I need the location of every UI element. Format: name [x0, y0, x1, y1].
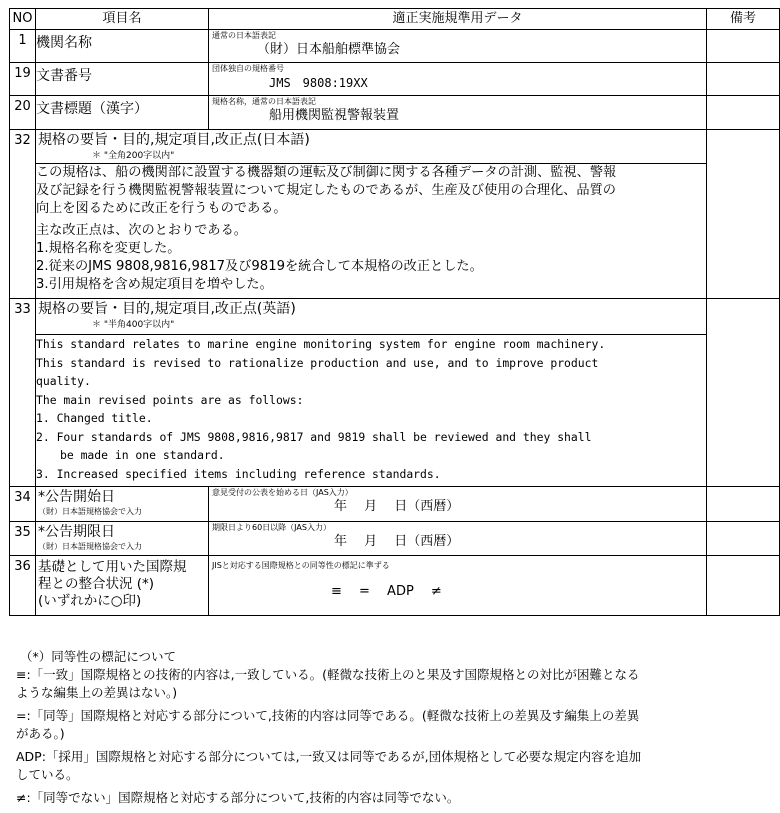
row-item-label: 規格の要旨・目的,規定項目,改正点(英語)	[38, 301, 296, 317]
english-summary	[36, 335, 707, 487]
row-no: 33	[10, 299, 36, 487]
row-no: 34	[10, 487, 36, 522]
summary-line: 3.引用規格を含め規定項目を増やした。	[36, 277, 273, 292]
row-1	[10, 30, 780, 63]
row-note: 意見受付の公表を始める日（JAS入力）	[212, 488, 353, 497]
row-value: 年 月 日（西暦）	[334, 534, 460, 549]
row-34	[10, 487, 780, 522]
summary-line: be made in one standard.	[60, 448, 225, 462]
row-19	[10, 63, 780, 96]
row-item: 文書標題（漢字）	[36, 96, 209, 130]
row-33-body	[10, 335, 780, 487]
row-note: 規格名称，通常の日本語表記	[212, 97, 316, 106]
row-note: 期限日より60日以降（JAS入力）	[212, 523, 331, 532]
row-item-sub: ＊ "全角200字以内"	[92, 151, 175, 161]
row-item	[36, 130, 707, 164]
summary-line: 3. Increased specified items including reference standards.	[36, 466, 441, 481]
note-line: ような編集上の差異はない。)	[16, 685, 178, 700]
row-item-sub: （財）日本語規格協会で入力	[38, 542, 142, 551]
summary-line: This standard relates to marine engine monitoring system for engine room machinery.	[36, 337, 606, 351]
note-line: ADP:「採用」国際規格と対応する部分については,一致又は同等であるが,団体規格として必要な規定内容を追加	[16, 749, 642, 764]
form-table	[9, 8, 780, 616]
row-item-label: 規格の要旨・目的,規定項目,改正点(日本語)	[38, 132, 310, 148]
notes-title: （*）同等性の標記について	[20, 649, 177, 664]
row-value: ≡ = ADP ≠	[331, 584, 442, 599]
row-item	[36, 299, 707, 335]
summary-line: この規格は、船の機関部に設置する機器類の運転及び制御に関する各種データの計測、監視、警報	[36, 165, 617, 180]
row-item-line: 基礎として用いた国際規	[38, 559, 187, 575]
row-32-body	[10, 164, 780, 299]
summary-line: 2.従来のJMS 9808,9816,9817及び9819を統合して本規格の改正とした。	[36, 259, 483, 274]
row-value: 船用機関監視警報装置	[269, 108, 400, 123]
row-no: 35	[10, 522, 36, 556]
row-item: 機関名称	[36, 30, 209, 63]
row-remarks	[707, 299, 780, 487]
note-line: している。	[16, 767, 79, 782]
row-no: 1	[10, 30, 36, 63]
row-value: （財）日本船舶標準協会	[257, 42, 401, 57]
row-data	[209, 96, 707, 130]
row-item-label: *公告開始日	[38, 489, 115, 505]
row-36	[10, 556, 780, 616]
row-remarks	[707, 30, 780, 63]
row-remarks	[707, 556, 780, 616]
row-item-label: *公告期限日	[38, 524, 115, 540]
row-item	[36, 556, 209, 616]
note-line: =:「同等」国際規格と対応する部分について,技術的内容は同等である。(軽微な技術上の差異及す編集上の差異	[16, 708, 640, 723]
summary-line: 及び記録を行う機関監視警報装置について規定したものであるが、生産及び使用の合理化、品質の	[36, 183, 616, 198]
row-33-header	[10, 299, 780, 335]
summary-line: quality.	[36, 374, 91, 388]
row-note: 団体独自の規格番号	[212, 64, 284, 73]
row-value: 年 月 日（西暦）	[334, 499, 460, 514]
note-line: ≡:「一致」国際規格との技術的内容は,一致している。(軽微な技術上のと果及す国際規格との対比が困難となる	[16, 667, 640, 682]
equivalence-notes	[16, 648, 776, 807]
row-item-line: (いずれかに○印)	[38, 593, 142, 609]
row-item	[36, 487, 209, 522]
row-no: 32	[10, 130, 36, 299]
row-item-sub: ＊ "半角400字以内"	[92, 320, 175, 330]
row-data	[209, 522, 707, 556]
header-remarks: 備考	[707, 9, 780, 30]
summary-line: 1.規格名称を変更した。	[36, 241, 181, 256]
row-remarks	[707, 96, 780, 130]
header-item: 項目名	[36, 9, 209, 30]
row-no: 36	[10, 556, 36, 616]
summary-line: This standard is revised to rationalize production and use, and to improve product	[36, 355, 599, 370]
note-line: ≠:「同等でない」国際規格と対応する部分について,技術的内容は同等でない。	[16, 790, 460, 805]
header-data: 適正実施規準用データ	[209, 9, 707, 30]
summary-line: 主な改正点は、次のとおりである。	[36, 223, 247, 238]
row-value: JMS 9808:19XX	[269, 76, 368, 90]
row-32-header	[10, 130, 780, 164]
header-row	[10, 9, 780, 30]
header-no: NO	[10, 9, 36, 30]
row-no: 19	[10, 63, 36, 96]
summary-line: The main revised points are as follows:	[36, 392, 304, 407]
row-data	[209, 556, 707, 616]
row-data	[209, 63, 707, 96]
note-line: がある。)	[16, 726, 65, 741]
row-35	[10, 522, 780, 556]
row-note: JISと対応する国際規格との同等性の標記に準ずる	[212, 561, 390, 570]
row-item: 文書番号	[36, 63, 209, 96]
row-item-line: 程との整合状況 (*)	[38, 576, 155, 592]
row-remarks	[707, 130, 780, 299]
row-item	[36, 522, 209, 556]
row-remarks	[707, 487, 780, 522]
row-item-sub: （財）日本語規格協会で入力	[38, 507, 142, 516]
summary-line: 2. Four standards of JMS 9808,9816,9817 and 9819 shall be reviewed and they shall	[36, 429, 592, 444]
summary-line: 向上を図るために改正を行うものである。	[36, 201, 287, 216]
summary-line: 1. Changed title.	[36, 411, 153, 425]
japanese-summary	[36, 164, 707, 299]
row-no: 20	[10, 96, 36, 130]
row-remarks	[707, 522, 780, 556]
row-data	[209, 30, 707, 63]
row-20	[10, 96, 780, 130]
row-data	[209, 487, 707, 522]
row-note: 通常の日本語表記	[212, 31, 276, 40]
row-remarks	[707, 63, 780, 96]
